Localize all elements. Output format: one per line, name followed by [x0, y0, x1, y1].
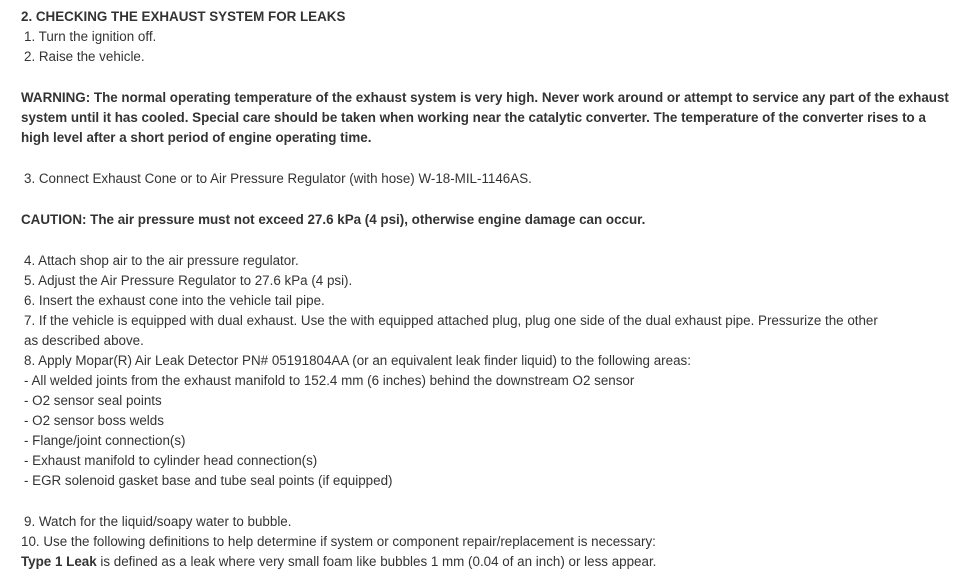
- section-title: 2. CHECKING THE EXHAUST SYSTEM FOR LEAKS: [21, 9, 346, 24]
- step-7: 7. If the vehicle is equipped with dual exhaust. Use the with equipped attached plug, plug one side of the dual exhaust pipe. Pressurize the other as described above.: [24, 313, 878, 348]
- spacer: [21, 491, 951, 512]
- caution-note: CAUTION: The air pressure must not exceed 27.6 kPa (4 psi), otherwise engine damage can occur.: [21, 212, 646, 227]
- area-item: - Exhaust manifold to cylinder head connection(s): [24, 453, 318, 468]
- step-5: 5. Adjust the Air Pressure Regulator to 27.6 kPa (4 psi).: [24, 273, 353, 288]
- area-item: - Flange/joint connection(s): [24, 433, 186, 448]
- spacer: [21, 67, 951, 88]
- warning-note: WARNING: The normal operating temperature of the exhaust system is very high. Never work around or attempt to service any part of the exhaust system until it has cooled. Special care should be taken when working near the catalytic converter. The temperature of the converter rises to a high level after a short period of engine operating time.: [21, 90, 949, 145]
- type1-label: Type 1 Leak: [21, 554, 97, 569]
- step-2: 2. Raise the vehicle.: [24, 49, 145, 64]
- type1-definition: [21, 552, 951, 572]
- area-item: - All welded joints from the exhaust manifold to 152.4 mm (6 inches) behind the downstream O2 sensor: [24, 373, 635, 388]
- spacer: [21, 189, 951, 210]
- procedure-document: [21, 7, 951, 572]
- step-9: 9. Watch for the liquid/soapy water to bubble.: [24, 514, 292, 529]
- step-8: 8. Apply Mopar(R) Air Leak Detector PN# 05191804AA (or an equivalent leak finder liquid) to the following areas:: [24, 353, 691, 368]
- step-4: 4. Attach shop air to the air pressure regulator.: [24, 253, 299, 268]
- step-3: 3. Connect Exhaust Cone or to Air Pressure Regulator (with hose) W-18-MIL-1146AS.: [24, 171, 532, 186]
- step-1: 1. Turn the ignition off.: [24, 29, 157, 44]
- area-item: - O2 sensor boss welds: [24, 413, 164, 428]
- area-item: - EGR solenoid gasket base and tube seal points (if equipped): [24, 473, 393, 488]
- step-10: 10. Use the following definitions to help determine if system or component repair/replacement is necessary:: [21, 534, 656, 549]
- spacer: [21, 230, 951, 251]
- spacer: [21, 148, 951, 169]
- step-6: 6. Insert the exhaust cone into the vehicle tail pipe.: [24, 293, 325, 308]
- area-item: - O2 sensor seal points: [24, 393, 162, 408]
- type1-text: is defined as a leak where very small foam like bubbles 1 mm (0.04 of an inch) or less appear.: [96, 554, 657, 569]
